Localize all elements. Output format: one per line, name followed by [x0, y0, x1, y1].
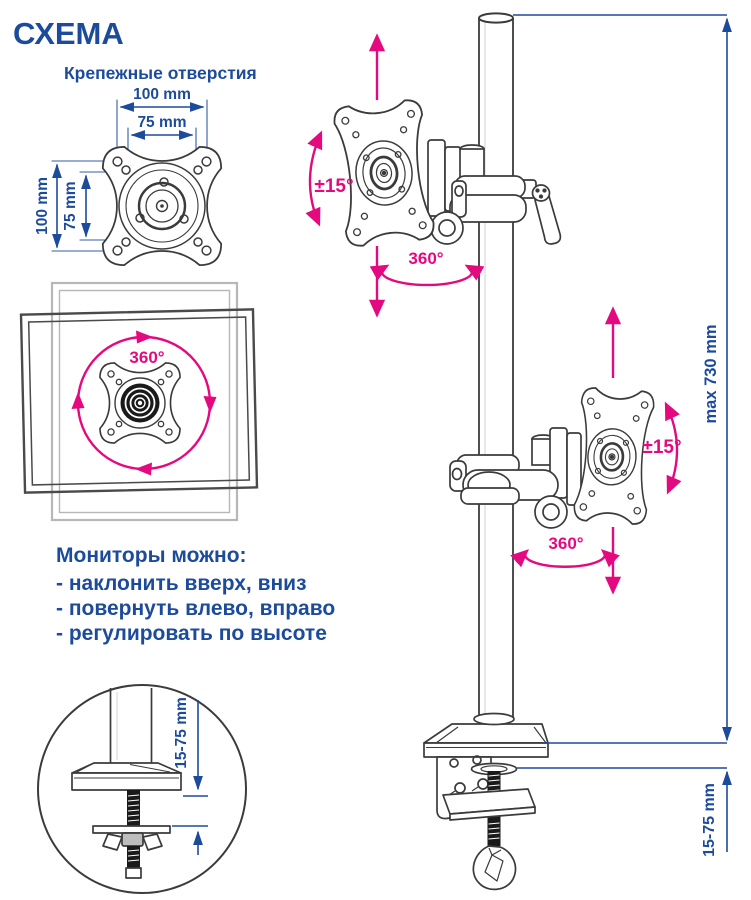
- clamp-grip-knob: [473, 846, 515, 889]
- feature-item: - повернуть влево, вправо: [56, 597, 336, 620]
- feature-item: - регулировать по высоте: [56, 622, 327, 645]
- swivel-arc: [382, 266, 472, 285]
- rotation-angle-label: 360°: [129, 348, 165, 367]
- dim-100mm-left: 100 mm: [34, 177, 51, 235]
- vesa-plate-front: [103, 147, 221, 265]
- top-tilt-label: ±15°: [314, 176, 354, 197]
- vesa-plate-top-mount: [333, 99, 435, 247]
- features-heading: Мониторы можно:: [56, 544, 247, 567]
- height-max-label: max 730 mm: [702, 324, 720, 424]
- main-assembly-view: [310, 13, 727, 889]
- vesa-plate-small: [100, 363, 180, 443]
- clamp-screw-lower: [488, 818, 501, 846]
- bottom-tilt-label: ±15°: [642, 437, 682, 458]
- clamp-detail-view: [38, 685, 246, 893]
- swivel-arc: [525, 551, 605, 567]
- detail-range-label: 15-75 mm: [173, 697, 190, 769]
- mounting-holes-diagram: [34, 86, 221, 265]
- dim-75mm-top: 75 mm: [137, 114, 187, 131]
- features-list: [56, 544, 335, 645]
- bottom-swivel-label: 360°: [548, 534, 584, 553]
- top-monitor-mount: [333, 99, 560, 247]
- dim-75mm-left: 75 mm: [62, 181, 79, 231]
- pole: [479, 13, 513, 721]
- dim-100mm-top: 100 mm: [133, 86, 191, 103]
- desk-clamp: [424, 714, 548, 890]
- feature-item: - наклонить вверх, вниз: [56, 572, 307, 595]
- mounting-holes-label: Крепежные отверстия: [64, 63, 257, 83]
- locking-lever: [535, 196, 560, 244]
- top-swivel-label: 360°: [408, 249, 444, 268]
- page-title: СХЕМА: [13, 16, 124, 51]
- rotation-diagram: [21, 283, 257, 520]
- clamp-range-label: 15-75 mm: [701, 783, 718, 857]
